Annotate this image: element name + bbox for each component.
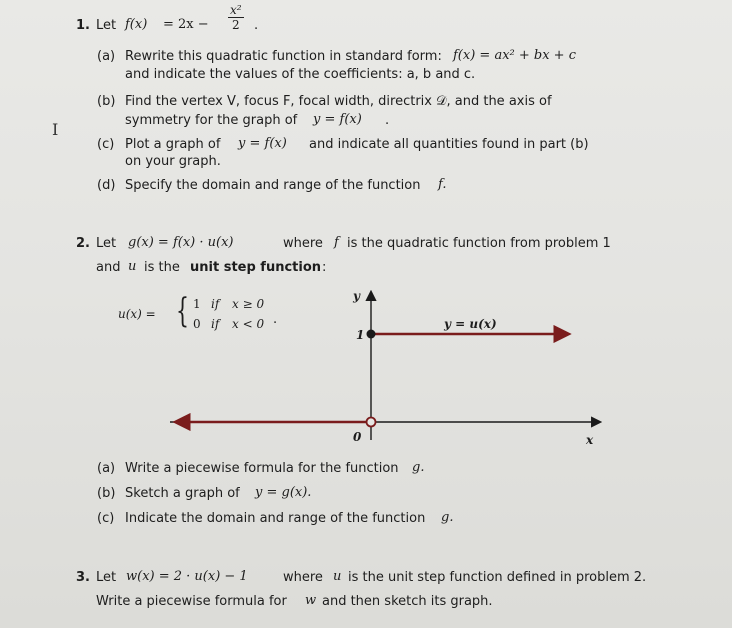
problem-2-part-c-label: (c): [97, 511, 115, 526]
case-1-if: if: [211, 297, 220, 311]
problem-1-part-c-text: Plot a graph of: [125, 137, 221, 152]
problem-3-u: u: [333, 569, 342, 584]
u-definition-lhs: u(x) =: [118, 307, 156, 321]
problem-2-part-a-g: g.: [412, 460, 425, 475]
problem-2-part-a-text: Write a piecewise formula for the function: [125, 461, 399, 476]
problem-1-part-a-text: Rewrite this quadratic function in standard form:: [125, 49, 442, 64]
problem-2-rest-1: is the quadratic function from problem 1: [347, 236, 611, 251]
problem-1-part-d-text: Specify the domain and range of the function: [125, 178, 421, 193]
closed-point: [367, 330, 376, 339]
problem-3-line-2a: Write a piecewise formula for: [96, 594, 287, 609]
problem-1-part-a-label: (a): [97, 49, 116, 64]
problem-2-and: and: [96, 260, 121, 275]
problem-1-part-c-math: y = f(x): [238, 136, 287, 151]
problem-1-part-b-period: .: [385, 113, 390, 128]
case-1-condition: x ≥ 0: [232, 297, 265, 311]
problem-2-unit-step-term: unit step function: [190, 260, 322, 275]
open-point: [367, 418, 376, 427]
case-1-value: 1: [193, 297, 201, 311]
graph-tick-one: 1: [356, 328, 365, 342]
problem-1-function-rhs: = 2x −: [163, 17, 209, 32]
problem-1-part-b-text: Find the vertex V, focus F, focal width, directrix 𝒟, and the axis of: [125, 94, 552, 109]
problem-2-u: u: [128, 259, 137, 274]
problem-2-part-b-label: (b): [97, 486, 116, 501]
problem-2-part-b-text: Sketch a graph of: [125, 486, 240, 501]
problem-2-f: f: [334, 235, 339, 250]
problem-3-line-2b: and then sketch its graph.: [322, 594, 493, 609]
problem-1-part-c-text-2: on your graph.: [125, 154, 221, 169]
case-period: .: [273, 312, 278, 327]
problem-2-part-c-text: Indicate the domain and range of the function: [125, 511, 426, 526]
graph-x-label: x: [586, 433, 594, 447]
problem-1-intro: Let: [96, 18, 117, 33]
problem-1-part-d-label: (d): [97, 178, 116, 193]
problem-1-period: .: [254, 18, 259, 33]
text-cursor-icon: I: [52, 120, 59, 139]
problem-1-part-b-label: (b): [97, 94, 116, 109]
problem-2-is-the: is the: [144, 260, 180, 275]
problem-2-formula: g(x) = f(x) · u(x): [128, 235, 234, 250]
problem-2-part-b-math: y = g(x).: [255, 485, 312, 500]
fraction-numerator: x²: [230, 3, 242, 17]
problem-2-where: where: [283, 236, 323, 251]
problem-3-number: 3.: [76, 570, 90, 585]
problem-1-number: 1.: [76, 18, 90, 33]
piecewise-brace: {: [176, 291, 189, 331]
problem-2-part-a-label: (a): [97, 461, 116, 476]
problem-1-part-d-f: f.: [438, 177, 447, 192]
graph-origin-label: 0: [353, 430, 362, 444]
case-2-value: 0: [193, 317, 201, 331]
graph-y-label: y: [353, 289, 360, 303]
problem-3-intro: Let: [96, 570, 117, 585]
problem-1-part-a-text-2: and indicate the values of the coefficients: a, b and c.: [125, 67, 476, 82]
problem-3-w: w: [305, 593, 317, 608]
problem-3-where: where: [283, 570, 323, 585]
problem-3-formula: w(x) = 2 · u(x) − 1: [126, 569, 248, 584]
problem-1-standard-form: f(x) = ax² + bx + c: [453, 48, 576, 63]
problem-1-part-c-label: (c): [97, 137, 115, 152]
fraction-denominator: 2: [231, 18, 240, 32]
problem-2-number: 2.: [76, 236, 90, 251]
graph-series-label: y = u(x): [444, 317, 497, 331]
problem-1-part-c-text-b: and indicate all quantities found in part (b): [309, 137, 589, 152]
problem-2-colon: :: [322, 260, 327, 275]
problem-1-function-lhs: f(x): [125, 17, 148, 32]
problem-3-rest-1: is the unit step function defined in problem 2.: [348, 570, 647, 585]
problem-1-part-b-math: y = f(x): [313, 112, 362, 127]
problem-2-intro: Let: [96, 236, 117, 251]
problem-1-part-b-text-2: symmetry for the graph of: [125, 113, 298, 128]
case-2-if: if: [211, 317, 220, 331]
problem-2-part-c-g: g.: [441, 510, 454, 525]
case-2-condition: x < 0: [232, 317, 265, 331]
